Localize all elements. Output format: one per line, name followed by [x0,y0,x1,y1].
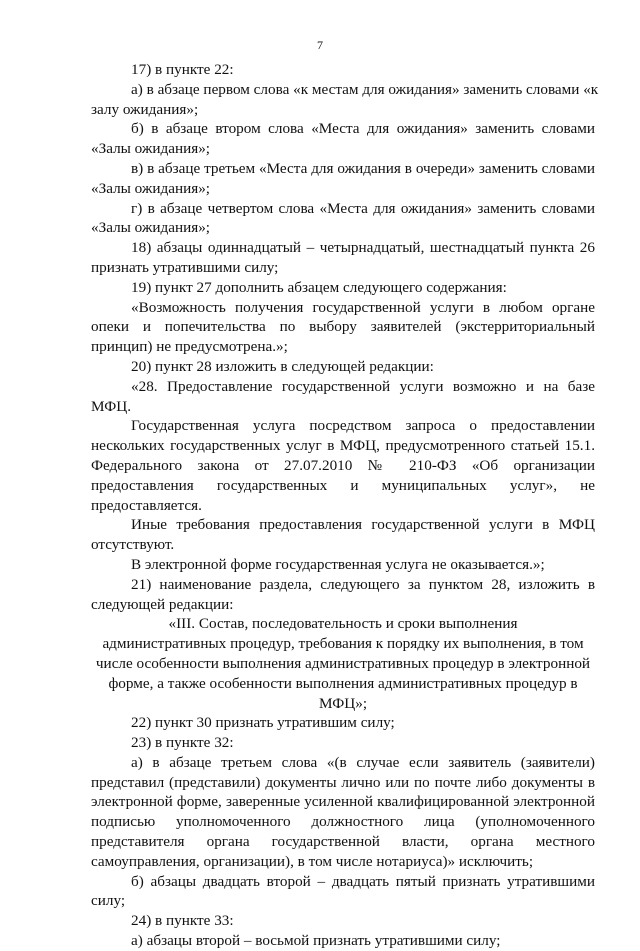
text-line: Федерального закона от 27.07.2010 № 210-ФЗ «Об организации [91,456,595,474]
text-line: принцип) не предусмотрена.»; [91,338,288,356]
text-line: 23) в пункте 32: [131,734,234,752]
text-line: 24) в пункте 33: [131,912,234,930]
page-number: 7 [317,38,323,52]
text-line: МФЦ. [91,397,132,415]
text-line: а) в абзаце третьем слова «(в случае если заявитель (заявители) [131,753,595,771]
text-line: 20) пункт 28 изложить в следующей редакции: [131,357,434,375]
text-line: залу ожидания»; [91,100,199,118]
text-line: В электронной форме государственная услуга не оказывается.»; [131,555,545,573]
document-body [91,60,599,951]
text-line: «Залы ожидания»; [91,140,211,158]
section-heading-line: МФЦ»; [318,694,368,712]
section-heading-line: административных процедур, требования к порядку их выполнения, в том [102,635,584,653]
text-line: нескольких государственных услуг в МФЦ, предусмотренного статьей 15.1. [91,437,595,455]
text-line: 17) в пункте 22: [131,61,234,78]
section-heading-line: числе особенности выполнения административных процедур в электронной [95,654,591,672]
text-line: «Залы ожидания»; [91,219,211,237]
text-line: предоставления государственных и муниципальных услуг», не [91,476,595,494]
section-heading-line: «III. Состав, последовательность и сроки выполнения [168,615,518,633]
section-heading-line: форме, а также особенности выполнения административных процедур в [108,674,578,692]
text-line: в) в абзаце третьем «Места для ожидания в очереди» заменить словами [131,159,595,177]
text-line: а) в абзаце первом слова «к местам для ожидания» заменить словами «к [131,80,599,98]
text-line: электронной форме, заверенные усиленной квалифицированной электронной [91,793,595,811]
text-line: следующей редакции: [91,595,234,613]
text-line: 22) пункт 30 признать утратившим силу; [131,714,395,732]
text-line: б) абзацы двадцать второй – двадцать пятый признать утратившими [131,872,595,890]
text-line: признать утратившими силу; [91,258,279,276]
text-line: представил (представили) документы лично или по почте либо документы в [91,773,595,791]
text-line: г) в абзаце четвертом слова «Места для ожидания» заменить словами [131,199,595,217]
text-line: отсутствуют. [91,536,175,554]
text-line: «Залы ожидания»; [91,179,211,197]
text-line: 21) наименование раздела, следующего за пунктом 28, изложить в [131,575,595,593]
text-line: а) абзацы второй – восьмой признать утратившими силу; [131,932,501,950]
text-line: «Возможность получения государственной услуги в любом органе [131,298,595,316]
text-line: «28. Предоставление государственной услуги возможно и на базе [131,377,595,395]
text-line: самоуправления, организации), в том числе нотариуса)» исключить; [91,852,534,870]
text-line: Государственная услуга посредством запроса о предоставлении [131,417,595,435]
text-line: б) в абзаце втором слова «Места для ожидания» заменить словами [131,120,595,138]
text-line: Иные требования предоставления государственной услуги в МФЦ [131,516,595,534]
text-line: 18) абзацы одиннадцатый – четырнадцатый, шестнадцатый пункта 26 [131,239,595,257]
text-line: силу; [91,892,126,910]
text-line: подписью уполномоченного должностного лица (уполномоченного [91,813,595,831]
text-line: 19) пункт 27 дополнить абзацем следующего содержания: [131,278,507,296]
text-line: опеки и попечительства по выбору заявителей (экстерриториальный [91,318,595,336]
text-line: предоставляется. [91,496,202,514]
text-line: представителя органа государственной власти, органа местного [91,833,595,851]
